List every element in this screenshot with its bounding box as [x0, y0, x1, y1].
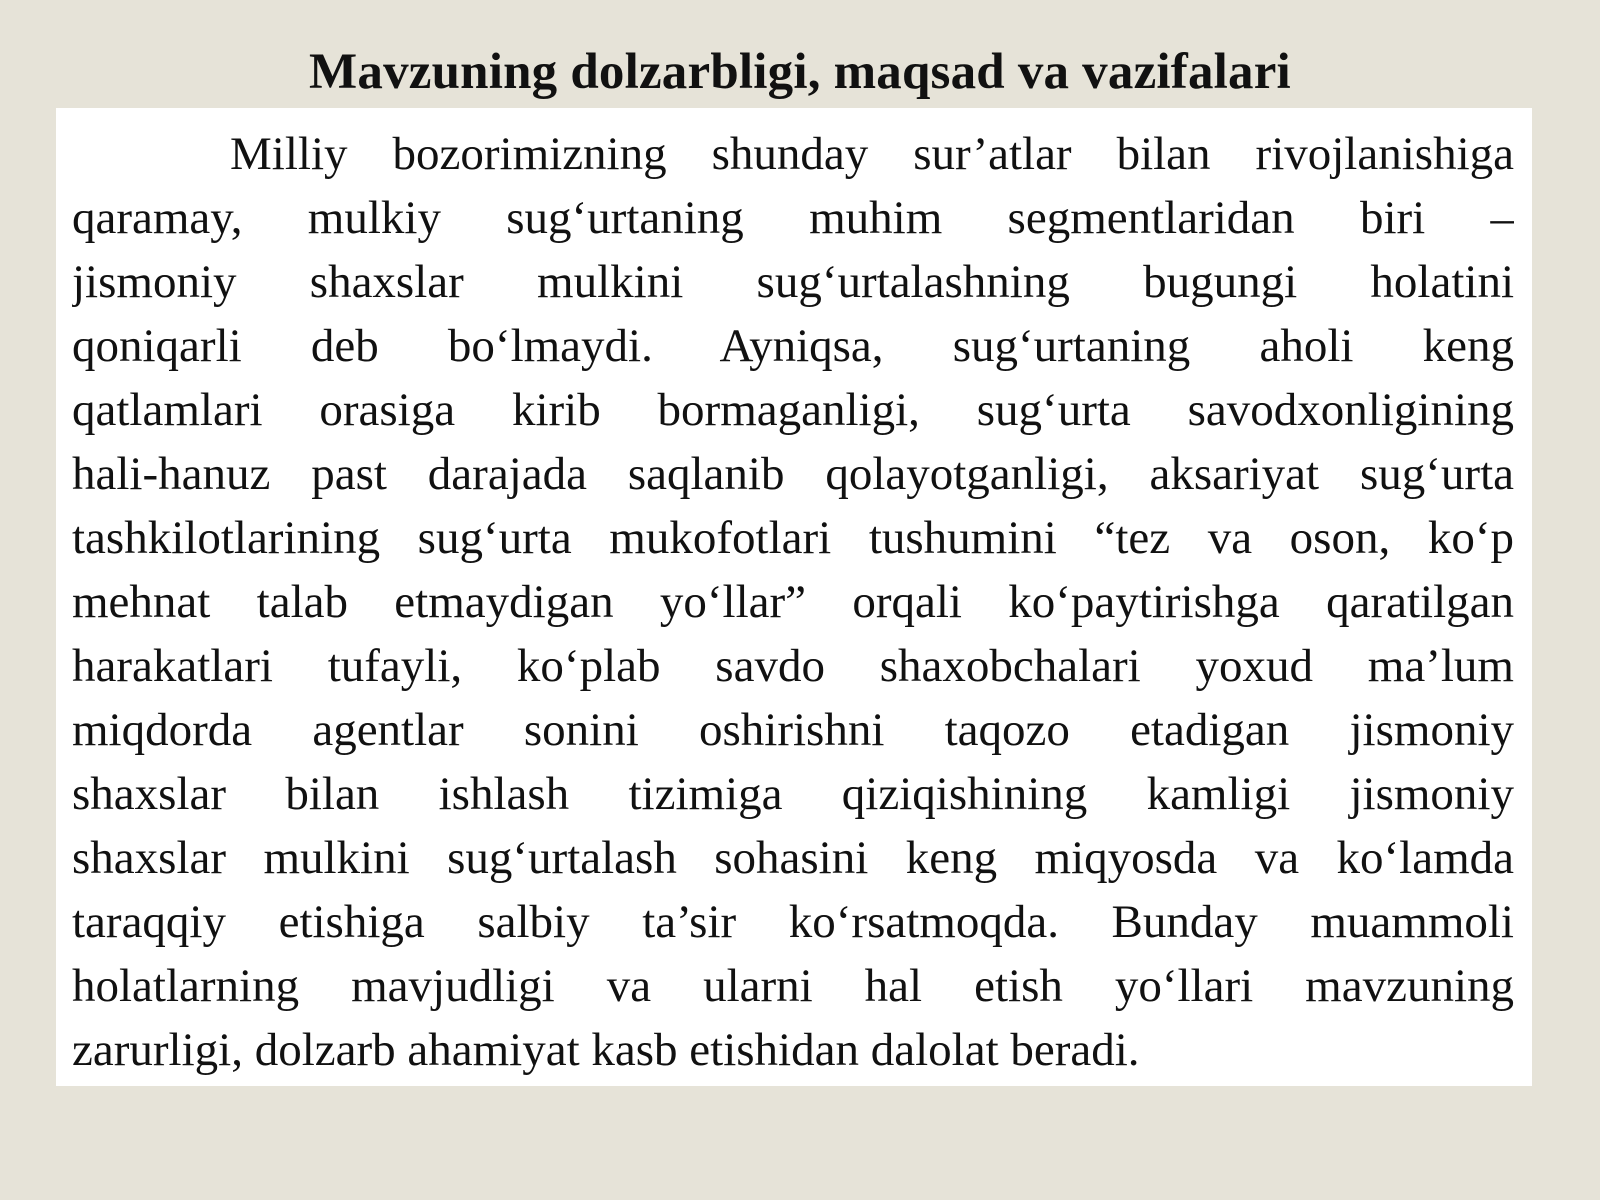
slide-title: Mavzuning dolzarbligi, maqsad va vazifalari: [309, 44, 1291, 100]
paragraph-line: qoniqarli deb bo‘lmaydi. Ayniqsa, sug‘urtaning aholi keng: [72, 320, 1514, 372]
paragraph-line: mehnat talab etmaydigan yo‘llar” orqali ko‘paytirishga qaratilgan: [72, 576, 1514, 628]
body-paragraph: [72, 122, 1514, 1082]
paragraph-line: holatlarning mavjudligi va ularni hal etish yo‘llari mavzuning: [72, 960, 1514, 1012]
paragraph-line: hali-hanuz past darajada saqlanib qolayotganligi, aksariyat sug‘urta: [72, 448, 1514, 500]
paragraph-line: qatlamlari orasiga kirib bormaganligi, sug‘urta savodxonligining: [72, 384, 1514, 436]
body-text-box: [56, 108, 1532, 1086]
paragraph-line: Milliy bozorimizning shunday sur’atlar bilan rivojlanishiga: [230, 128, 1514, 180]
paragraph-line: taraqqiy etishiga salbiy ta’sir ko‘rsatmoqda. Bunday muammoli: [72, 896, 1514, 948]
paragraph-line: qaramay, mulkiy sug‘urtaning muhim segmentlaridan biri –: [72, 192, 1514, 244]
paragraph-line: harakatlari tufayli, ko‘plab savdo shaxobchalari yoxud ma’lum: [72, 640, 1514, 692]
paragraph-line: zarurligi, dolzarb ahamiyat kasb etishidan dalolat beradi.: [72, 1024, 1140, 1076]
paragraph-line: shaxslar mulkini sug‘urtalash sohasini keng miqyosda va ko‘lamda: [72, 832, 1514, 884]
paragraph-line: jismoniy shaxslar mulkini sug‘urtalashning bugungi holatini: [72, 256, 1514, 308]
paragraph-line: tashkilotlarining sug‘urta mukofotlari tushumini “tez va oson, ko‘p: [72, 512, 1514, 564]
paragraph-line: shaxslar bilan ishlash tizimiga qiziqishining kamligi jismoniy: [72, 768, 1514, 820]
paragraph-line: miqdorda agentlar sonini oshirishni taqozo etadigan jismoniy: [72, 704, 1514, 756]
